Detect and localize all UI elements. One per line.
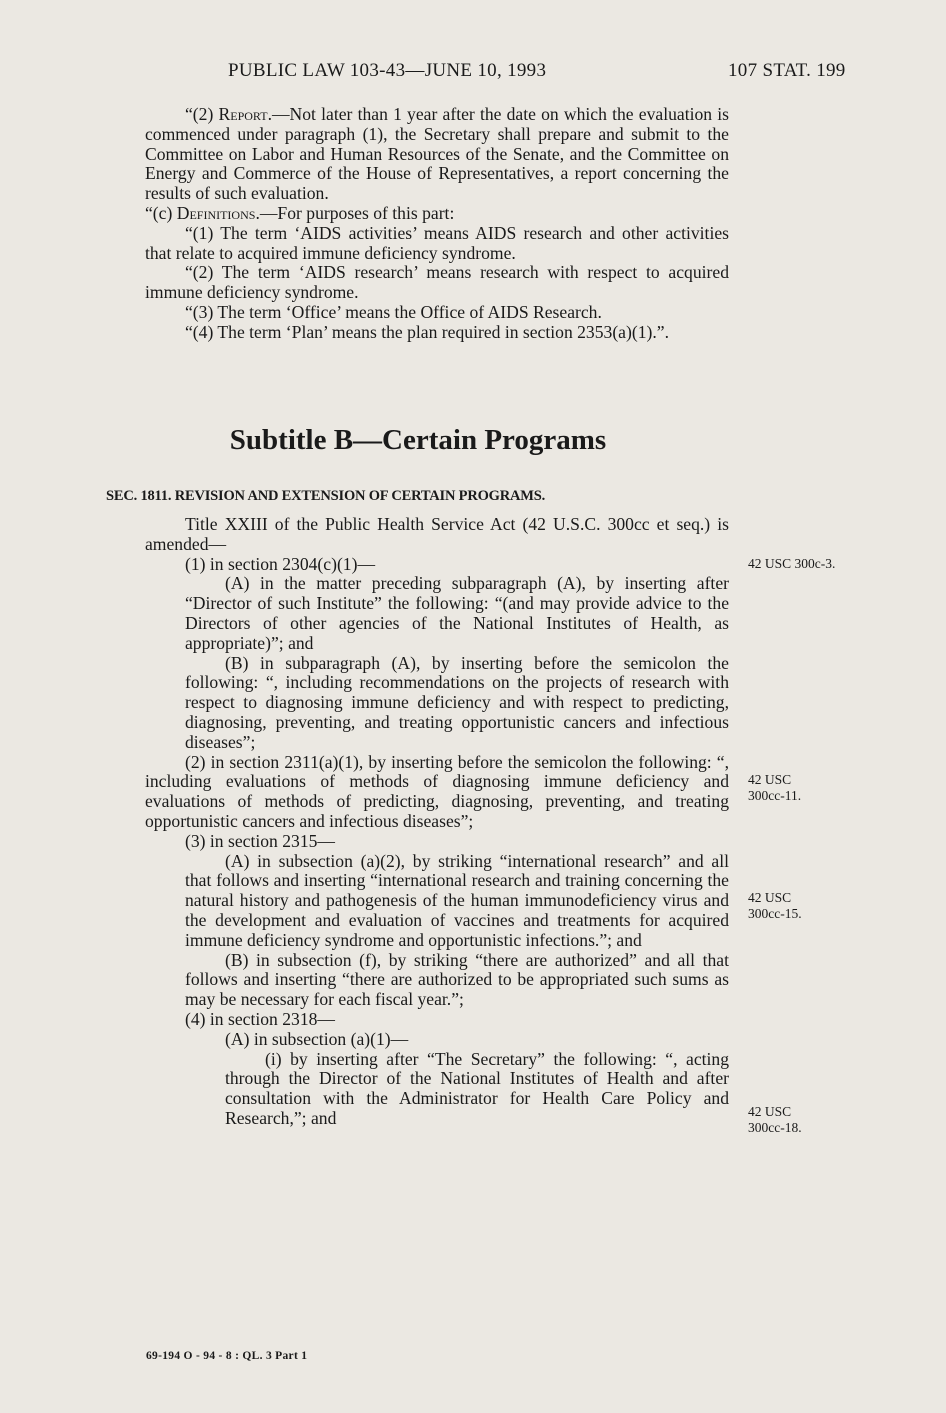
margin-note-300c-3: 42 USC 300c-3. [748,556,836,571]
header-stat-page: 107 STAT. 199 [728,60,846,81]
item-1-A: (A) in the matter preceding subparagraph (A), by inserting after “Director of such Institute” the following: “(and may provide advice to the Directors of other agencies of the National Institutes of Health, as appropriate)”; and [185,573,729,653]
page-header [0,60,946,86]
item-2: (2) in section 2311(a)(1), by inserting before the semicolon the following: “, including evaluations of methods of diagnosing immune deficiency and evaluations of methods of predicting, diagnosing, preventing, and treating opportunistic cancers and infectious diseases”; [145,751,729,831]
item-4-A-i: (i) by inserting after “The Secretary” the following: “, acting through the Director of the National Institutes of Health and after consultation with the Administrator for Health Care Policy and Research,”; and [225,1048,729,1128]
definition-2: “(2) The term ‘AIDS research’ means research with respect to acquired immune deficiency syndrome. [145,262,729,303]
margin-note-300cc-18: 42 USC 300cc-18. [748,1104,802,1135]
item-1: (1) in section 2304(c)(1)— [185,553,376,574]
item-4-A: (A) in subsection (a)(1)— [225,1028,409,1049]
header-title: PUBLIC LAW 103-43—JUNE 10, 1993 [228,60,547,81]
section-body [145,515,729,1129]
item-1-B: (B) in subparagraph (A), by inserting before the semicolon the following: “, including recommendations on the projects of research with respect to diagnosing immune deficiency and with respect to predicting, diagnosing, preventing, and treating opportunistic cancers and infectious diseases”; [185,652,729,752]
paragraph-definitions: “(c) Definitions.—For purposes of this part: [145,202,455,223]
margin-note-300cc-11: 42 USC 300cc-11. [748,772,802,803]
section-intro: Title XXIII of the Public Health Service Act (42 U.S.C. 300cc et seq.) is amended— [145,514,729,554]
definition-3: “(3) The term ‘Office’ means the Office of AIDS Research. [185,301,602,322]
subtitle-heading: Subtitle B—Certain Programs [229,424,607,456]
margin-note-300cc-15: 42 USC 300cc-15. [748,890,802,921]
item-3: (3) in section 2315— [185,830,336,851]
definition-4: “(4) The term ‘Plan’ means the plan required in section 2353(a)(1).”. [185,321,669,342]
item-3-B: (B) in subsection (f), by striking “there are authorized” and all that follows and inserting “there are authorized to be appropriated such sums as may be necessary for each fiscal year.”; [185,949,729,1010]
footer-print-code: 69-194 O - 94 - 8 : QL. 3 Part 1 [146,1350,308,1362]
paragraph-report: “(2) Report.—Not later than 1 year after the date on which the evaluation is commenced under paragraph (1), the Secretary shall prepare and submit to the Committee on Labor and Human Resources of the Senate, and the Committee on Energy and Commerce of the House of Representatives, a report concerning the results of such evaluation. [145,104,729,204]
item-4: (4) in section 2318— [185,1008,336,1029]
definition-1: “(1) The term ‘AIDS activities’ means AIDS research and other activities that relate to acquired immune deficiency syndrome. [145,222,729,263]
top-section [145,105,729,343]
item-3-A: (A) in subsection (a)(2), by striking “international research” and all that follows and inserting “international research and training concerning the natural history and pathogenesis of the human immunodeficiency virus and the development and evaluation of vaccines and treatments for acquired immune deficiency syndrome and opportunistic infections.”; and [185,850,729,950]
section-heading: SEC. 1811. REVISION AND EXTENSION OF CERTAIN PROGRAMS. [106,488,546,504]
